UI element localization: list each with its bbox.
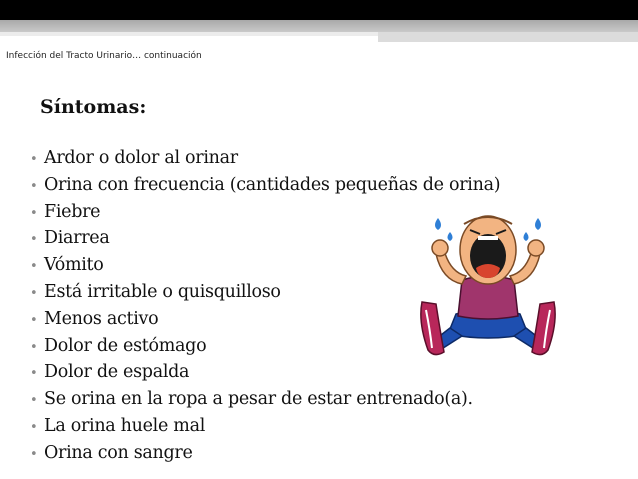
bullet-icon: • xyxy=(30,285,38,301)
child-fist-right xyxy=(528,240,544,256)
symptom-text: Dolor de estómago xyxy=(44,335,207,356)
crying-child-icon xyxy=(418,210,558,366)
tear-drop-left-2 xyxy=(448,232,453,241)
symptom-text: La orina huele mal xyxy=(44,415,206,436)
list-item xyxy=(30,173,500,200)
symptom-text: Se orina en la ropa a pesar de estar entrenado(a). xyxy=(44,389,473,410)
symptom-text: Orina con sangre xyxy=(44,442,193,463)
tear-drop-right xyxy=(535,218,541,230)
symptom-text: Fiebre xyxy=(44,201,101,222)
bullet-icon: • xyxy=(30,205,38,221)
symptom-text: Orina con frecuencia (cantidades pequeñas de orina) xyxy=(44,174,501,195)
symptom-text: Ardor o dolor al orinar xyxy=(44,148,238,168)
section-heading: Síntomas: xyxy=(40,96,147,118)
bullet-icon: • xyxy=(30,446,38,462)
header-bar-gray-accent xyxy=(378,32,638,42)
header-bar-light xyxy=(0,32,378,36)
bullet-icon: • xyxy=(30,178,38,194)
list-item xyxy=(30,146,500,173)
list-item xyxy=(30,441,500,468)
bullet-icon: • xyxy=(30,259,38,275)
bullet-icon: • xyxy=(30,339,38,355)
tear-drop-right-2 xyxy=(524,232,529,241)
bullet-icon: • xyxy=(30,312,38,328)
symptom-text: Diarrea xyxy=(44,228,110,249)
bullet-icon: • xyxy=(30,232,38,248)
symptom-text: Está irritable o quisquilloso xyxy=(44,281,281,302)
symptom-text: Dolor de espalda xyxy=(44,362,190,383)
bullet-icon: • xyxy=(30,419,38,435)
child-fist-left xyxy=(432,240,448,256)
bullet-icon: • xyxy=(30,366,38,382)
list-item xyxy=(30,387,500,414)
slide-header-title: Infección del Tracto Urinario… continuación xyxy=(6,51,202,61)
symptom-text: Vómito xyxy=(44,255,104,276)
header-bar-gray xyxy=(0,20,638,32)
bullet-icon: • xyxy=(30,393,38,409)
list-item xyxy=(30,414,500,441)
header-bar-black xyxy=(0,0,638,20)
tear-drop-left xyxy=(435,218,441,230)
bullet-icon: • xyxy=(30,152,38,167)
symptom-text: Menos activo xyxy=(44,308,159,329)
